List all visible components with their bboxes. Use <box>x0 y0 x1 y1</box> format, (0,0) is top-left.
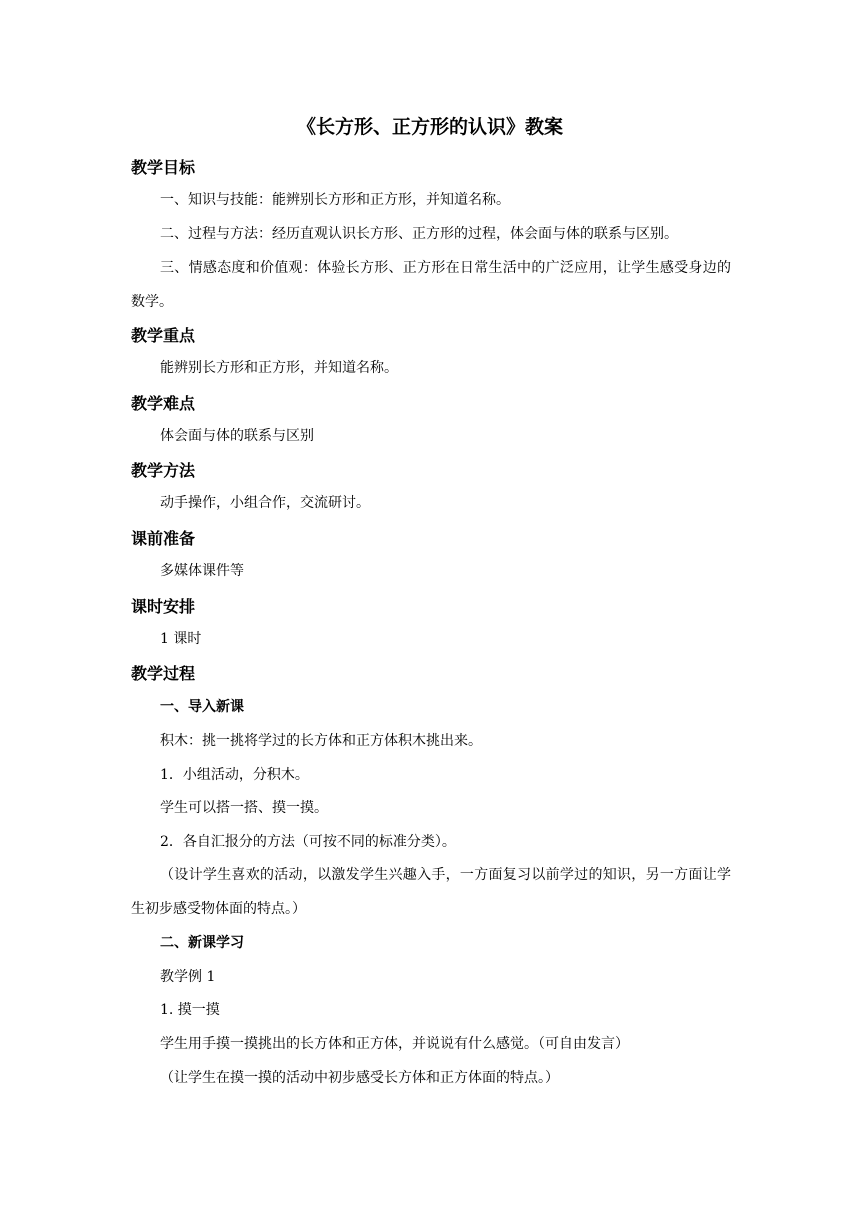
intro-line-4: 2．各自汇报分的方法（可按不同的标准分类）。 <box>160 834 456 850</box>
difficulties-text: 体会面与体的联系与区别 <box>160 428 314 444</box>
heading-difficulties: 教学难点 <box>131 394 196 413</box>
goal-item-2: 二、过程与方法：经历直观认识长方形、正方形的过程，体会面与体的联系与区别。 <box>160 226 678 242</box>
heading-preparation: 课前准备 <box>131 529 196 548</box>
subheading-new-lesson: 二、新课学习 <box>160 935 244 951</box>
heading-key-points: 教学重点 <box>131 326 196 345</box>
key-points-text: 能辨别长方形和正方形，并知道名称。 <box>160 360 398 376</box>
lesson-line-3: 学生用手摸一摸挑出的长方体和正方体，并说说有什么感觉。（可自由发言） <box>160 1036 629 1052</box>
intro-line-2: 1．小组活动，分积木。 <box>160 767 309 783</box>
intro-line-3: 学生可以搭一搭、摸一摸。 <box>160 800 328 816</box>
schedule-text: 1 课时 <box>160 631 202 647</box>
goal-item-3: 三、情感态度和价值观：体验长方形、正方形在日常生活中的广泛应用，让学生感受身边的数学。 <box>131 260 731 310</box>
heading-process: 教学过程 <box>131 664 196 683</box>
heading-teaching-goals: 教学目标 <box>131 158 196 177</box>
goal-item-1: 一、知识与技能：能辨别长方形和正方形，并知道名称。 <box>160 192 510 208</box>
preparation-text: 多媒体课件等 <box>160 563 244 579</box>
intro-line-5: （设计学生喜欢的活动，以激发学生兴趣入手，一方面复习以前学过的知识，另一方面让学生初步感受物体面的特点。） <box>131 867 731 917</box>
lesson-line-2: 1. 摸一摸 <box>160 1002 220 1018</box>
heading-schedule: 课时安排 <box>131 597 196 616</box>
lesson-line-4: （让学生在摸一摸的活动中初步感受长方体和正方体面的特点。） <box>160 1070 559 1086</box>
lesson-line-1: 教学例 1 <box>160 969 216 985</box>
intro-line-1: 积木：挑一挑将学过的长方体和正方体积木挑出来。 <box>160 733 482 749</box>
methods-text: 动手操作，小组合作，交流研讨。 <box>160 495 370 511</box>
heading-methods: 教学方法 <box>131 461 196 480</box>
subheading-introduction: 一、导入新课 <box>160 699 244 715</box>
document-title: 《长方形、正方形的认识》教案 <box>296 116 563 138</box>
